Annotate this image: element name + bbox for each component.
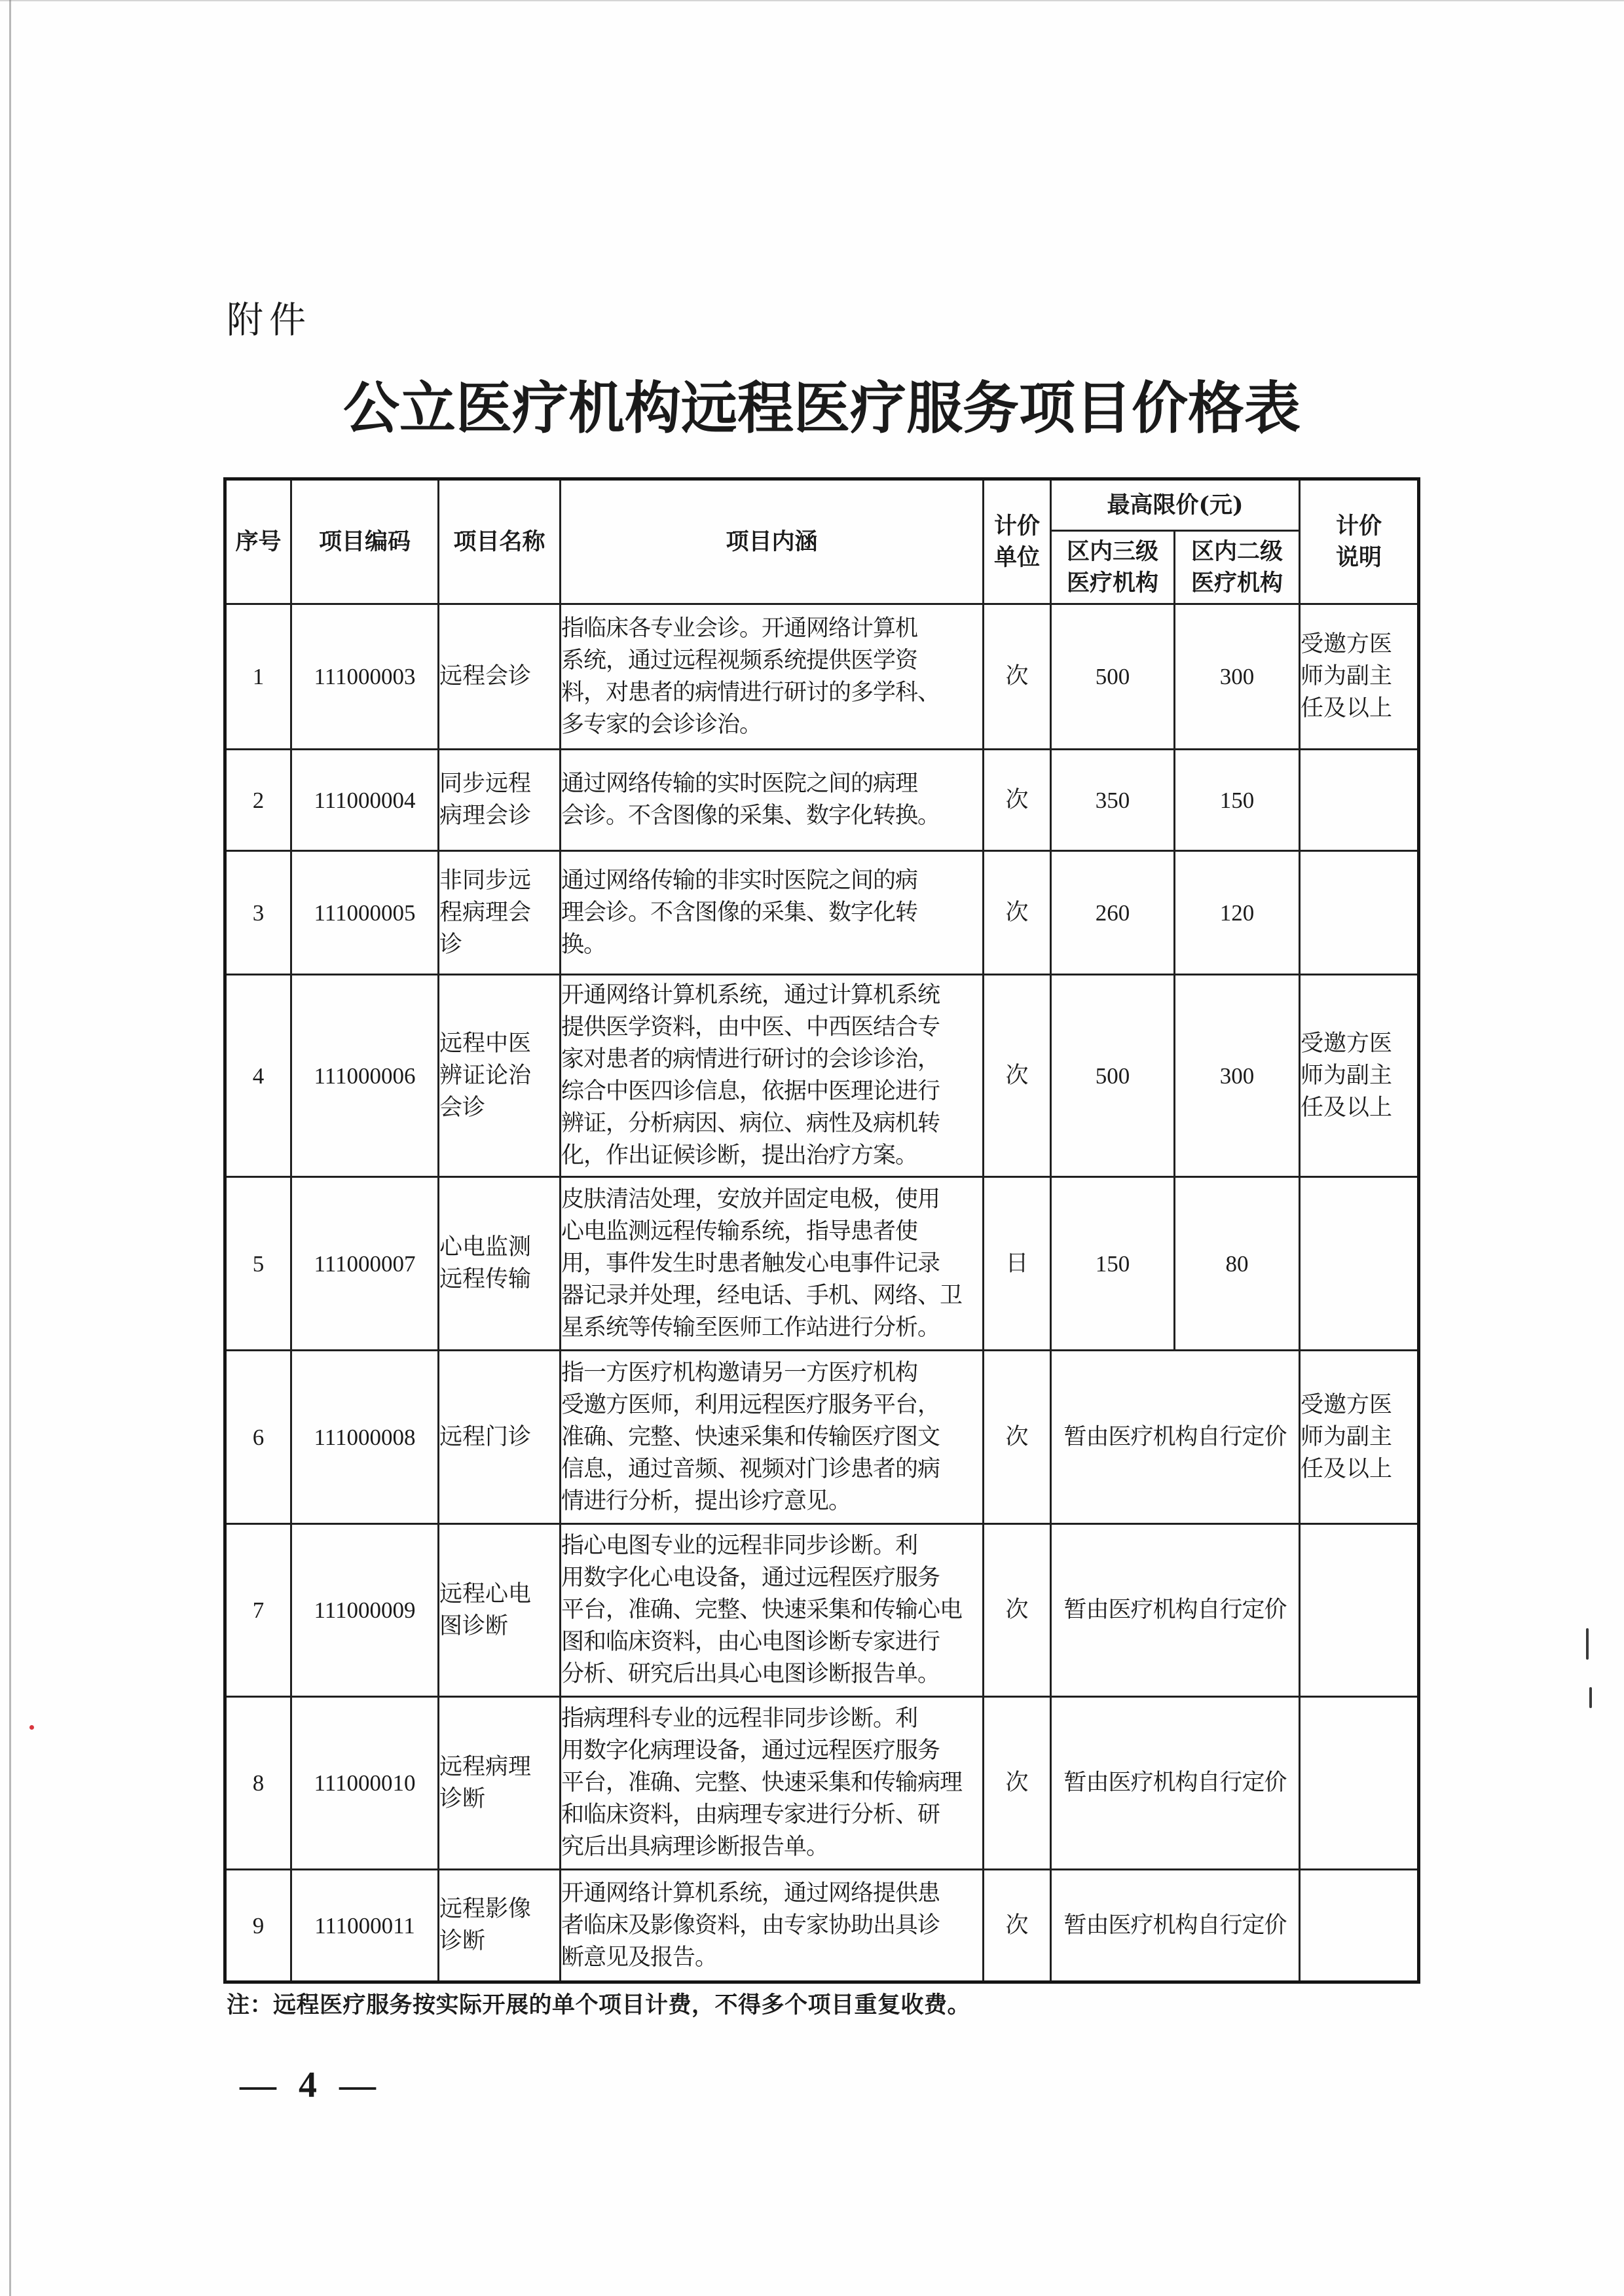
item-content-line: 指心电图专业的远程非同步诊断。利 <box>561 1533 918 1559</box>
item-content-cell <box>561 851 984 975</box>
header-level3 <box>1051 531 1175 604</box>
pricing-unit-cell: 日 <box>984 1177 1051 1351</box>
item-name-line: 远程中医 <box>439 1030 532 1057</box>
attachment-label: 附件 <box>227 299 312 342</box>
price-level2-cell: 80 <box>1175 1177 1300 1351</box>
item-content-line: 用，事件发生时患者触发心电事件记录 <box>561 1250 940 1277</box>
item-name-cell <box>439 1870 561 1982</box>
item-name-line: 图诊断 <box>439 1613 509 1639</box>
seq-cell: 7 <box>225 1524 291 1697</box>
pricing-unit-cell: 次 <box>984 1351 1051 1524</box>
item-code-cell: 111000007 <box>291 1177 439 1351</box>
item-code-cell: 111000010 <box>291 1697 439 1870</box>
item-name-line: 远程心电 <box>439 1580 532 1607</box>
header-note-line: 说明 <box>1335 543 1382 571</box>
table-header-row <box>225 479 1419 531</box>
item-content-line: 心电监测远程传输系统，指导患者使 <box>561 1218 918 1245</box>
seq-cell: 9 <box>225 1870 291 1982</box>
item-name-cell <box>439 1177 561 1351</box>
seq-cell: 1 <box>225 604 291 750</box>
item-name-cell <box>439 1697 561 1870</box>
item-content-line: 情进行分析，提出诊疗意见。 <box>561 1487 851 1514</box>
item-content-line: 指一方医疗机构邀请另一方医疗机构 <box>561 1359 918 1386</box>
pricing-unit-cell: 次 <box>984 1524 1051 1697</box>
item-content-line: 受邀方医师，利用远程医疗服务平台， <box>561 1391 940 1418</box>
pricing-note-cell <box>1300 1870 1419 1982</box>
item-content-line: 会诊。不含图像的采集、数字化转换。 <box>561 803 940 829</box>
pricing-note-line: 师为副主 <box>1301 663 1393 689</box>
pricing-note-line: 受邀方医 <box>1301 1030 1393 1057</box>
item-name-line: 会诊 <box>439 1094 486 1121</box>
price-merged-cell: 暂由医疗机构自行定价 <box>1051 1351 1300 1524</box>
item-code-cell: 111000005 <box>291 851 439 975</box>
item-name-line: 远程门诊 <box>439 1423 532 1450</box>
item-content-line: 换。 <box>561 931 606 958</box>
seq-cell: 6 <box>225 1351 291 1524</box>
header-seq: 序号 <box>225 479 291 604</box>
item-name-line: 远程传输 <box>439 1266 532 1292</box>
item-content-cell <box>561 1870 984 1982</box>
header-code: 项目编码 <box>291 479 439 604</box>
item-content-cell <box>561 1697 984 1870</box>
price-level3-cell: 500 <box>1051 604 1175 750</box>
pricing-unit-cell: 次 <box>984 1870 1051 1982</box>
item-content-line: 开通网络计算机系统，通过网络提供患 <box>561 1880 940 1906</box>
pricing-unit-cell: 次 <box>984 1697 1051 1870</box>
pricing-note-line: 任及以上 <box>1301 1094 1393 1121</box>
item-content-line: 多专家的会诊诊治。 <box>561 711 762 738</box>
table-row <box>225 604 1419 750</box>
pricing-note-line: 师为副主 <box>1301 1423 1393 1450</box>
item-code-cell: 111000008 <box>291 1351 439 1524</box>
price-table <box>223 477 1420 1984</box>
price-merged-cell: 暂由医疗机构自行定价 <box>1051 1524 1300 1697</box>
item-name-line: 非同步远 <box>439 867 532 894</box>
item-name-line: 病理会诊 <box>439 803 532 829</box>
seq-cell: 5 <box>225 1177 291 1351</box>
item-content-line: 通过网络传输的非实时医院之间的病 <box>561 867 918 894</box>
item-name-cell <box>439 1524 561 1697</box>
item-content-line: 提供医学资料，由中医、中西医结合专 <box>561 1014 940 1040</box>
item-content-line: 星系统等传输至医师工作站进行分析。 <box>561 1314 940 1341</box>
header-note-line: 计价 <box>1335 512 1382 539</box>
item-content-line: 信息，通过音频、视频对门诊患者的病 <box>561 1455 940 1482</box>
header-unit-line: 单位 <box>993 543 1040 571</box>
pricing-note-line: 受邀方医 <box>1301 631 1393 657</box>
price-level3-cell: 350 <box>1051 750 1175 851</box>
item-content-line: 平台，准确、完整、快速采集和传输病理 <box>561 1770 963 1796</box>
price-level2-cell: 150 <box>1175 750 1300 851</box>
pricing-unit-cell: 次 <box>984 750 1051 851</box>
item-name-line: 诊断 <box>439 1928 486 1954</box>
item-content-line: 通过网络传输的实时医院之间的病理 <box>561 771 918 797</box>
price-level3-cell: 500 <box>1051 975 1175 1177</box>
header-name: 项目名称 <box>439 479 561 604</box>
header-unit <box>984 479 1051 604</box>
header-level2-line: 区内二级 <box>1190 538 1283 565</box>
pricing-note-cell <box>1300 851 1419 975</box>
price-level3-cell: 260 <box>1051 851 1175 975</box>
table-row <box>225 1177 1419 1351</box>
price-level2-cell: 300 <box>1175 975 1300 1177</box>
pricing-note-cell <box>1300 1177 1419 1351</box>
item-name-cell <box>439 604 561 750</box>
pricing-note-cell <box>1300 975 1419 1177</box>
item-content-line: 器记录并处理，经电话、手机、网络、卫 <box>561 1282 963 1309</box>
table-row <box>225 750 1419 851</box>
item-name-line: 诊 <box>439 931 463 958</box>
pricing-unit-cell: 次 <box>984 975 1051 1177</box>
item-name-cell <box>439 975 561 1177</box>
item-code-cell: 111000004 <box>291 750 439 851</box>
item-content-line: 究后出具病理诊断报告单。 <box>561 1834 829 1860</box>
pricing-note-line: 受邀方医 <box>1301 1391 1393 1418</box>
item-content-line: 系统，通过远程视频系统提供医学资 <box>561 647 918 674</box>
seq-cell: 8 <box>225 1697 291 1870</box>
table-body <box>225 604 1419 1982</box>
price-level3-cell: 150 <box>1051 1177 1175 1351</box>
header-pricing-note <box>1300 479 1419 604</box>
item-content-line: 用数字化心电设备，通过远程医疗服务 <box>561 1565 940 1591</box>
item-name-cell <box>439 750 561 851</box>
scan-mark <box>1589 1687 1592 1708</box>
scan-dot <box>29 1725 34 1730</box>
pricing-note-cell <box>1300 1697 1419 1870</box>
item-code-cell: 111000003 <box>291 604 439 750</box>
item-code-cell: 111000009 <box>291 1524 439 1697</box>
item-content-cell <box>561 750 984 851</box>
header-level3-line: 区内三级 <box>1066 538 1158 565</box>
item-content-cell <box>561 975 984 1177</box>
item-name-line: 程病理会 <box>439 899 532 926</box>
table-row <box>225 1697 1419 1870</box>
seq-cell: 3 <box>225 851 291 975</box>
table-row <box>225 975 1419 1177</box>
item-content-line: 辨证，分析病因、病位、病性及病机转 <box>561 1110 940 1137</box>
pricing-unit-cell: 次 <box>984 851 1051 975</box>
header-level3-line: 医疗机构 <box>1066 569 1158 596</box>
item-code-cell: 111000011 <box>291 1870 439 1982</box>
item-content-line: 图和临床资料，由心电图诊断专家进行 <box>561 1629 940 1655</box>
scan-mark <box>1586 1628 1589 1660</box>
item-name-line: 远程病理 <box>439 1753 532 1780</box>
item-content-cell <box>561 1177 984 1351</box>
header-level2 <box>1175 531 1300 604</box>
item-content-line: 家对患者的病情进行研讨的会诊诊治， <box>561 1046 940 1072</box>
price-merged-cell: 暂由医疗机构自行定价 <box>1051 1697 1300 1870</box>
table-row <box>225 1351 1419 1524</box>
item-content-line: 指临床各专业会诊。开通网络计算机 <box>561 615 918 642</box>
item-content-line: 准确、完整、快速采集和传输医疗图文 <box>561 1423 940 1450</box>
pricing-unit-cell: 次 <box>984 604 1051 750</box>
pricing-note-line: 任及以上 <box>1301 1455 1393 1482</box>
seq-cell: 2 <box>225 750 291 851</box>
pricing-note-cell <box>1300 750 1419 851</box>
price-merged-cell: 暂由医疗机构自行定价 <box>1051 1870 1300 1982</box>
item-name-line: 同步远程 <box>439 771 532 797</box>
item-content-line: 综合中医四诊信息，依据中医理论进行 <box>561 1078 940 1104</box>
document-title: 公立医疗机构远程医疗服务项目价格表 <box>343 375 1301 441</box>
item-content-cell <box>561 1351 984 1524</box>
pricing-note-cell <box>1300 1351 1419 1524</box>
item-content-line: 平台，准确、完整、快速采集和传输心电 <box>561 1597 963 1623</box>
item-content-line: 用数字化病理设备，通过远程医疗服务 <box>561 1738 940 1764</box>
pricing-note-cell <box>1300 1524 1419 1697</box>
item-content-line: 者临床及影像资料，由专家协助出具诊 <box>561 1912 940 1939</box>
item-content-line: 和临床资料，由病理专家进行分析、研 <box>561 1802 940 1828</box>
item-name-line: 诊断 <box>439 1785 486 1812</box>
item-content-cell <box>561 1524 984 1697</box>
item-content-line: 指病理科专业的远程非同步诊断。利 <box>561 1705 918 1732</box>
scan-edge-top-line <box>0 0 1624 1</box>
table-row <box>225 851 1419 975</box>
pricing-note-line: 师为副主 <box>1301 1062 1393 1089</box>
item-content-line: 化，作出证候诊断，提出治疗方案。 <box>561 1142 918 1169</box>
seq-cell: 4 <box>225 975 291 1177</box>
item-content-line: 理会诊。不含图像的采集、数字化转 <box>561 899 918 926</box>
footnote: 注：远程医疗服务按实际开展的单个项目计费，不得多个项目重复收费。 <box>227 1992 971 2018</box>
item-content-line: 料，对患者的病情进行研讨的多学科、 <box>561 679 940 706</box>
item-name-line: 辨证论治 <box>439 1062 532 1089</box>
item-content-line: 开通网络计算机系统，通过计算机系统 <box>561 982 940 1008</box>
item-code-cell: 111000006 <box>291 975 439 1177</box>
price-level2-cell: 120 <box>1175 851 1300 975</box>
item-name-cell <box>439 1351 561 1524</box>
item-name-line: 心电监测 <box>439 1234 532 1260</box>
table-header <box>225 479 1419 604</box>
item-content-line: 皮肤清洁处理，安放并固定电极，使用 <box>561 1186 940 1212</box>
header-max-price: 最高限价(元) <box>1051 479 1300 531</box>
item-content-cell <box>561 604 984 750</box>
table-row <box>225 1870 1419 1982</box>
price-level2-cell: 300 <box>1175 604 1300 750</box>
item-name-line: 远程影像 <box>439 1896 532 1922</box>
header-unit-line: 计价 <box>993 512 1040 539</box>
item-name-line: 远程会诊 <box>439 663 532 689</box>
pricing-note-line: 任及以上 <box>1301 695 1393 721</box>
table-row <box>225 1524 1419 1697</box>
item-content-line: 断意见及报告。 <box>561 1944 718 1971</box>
header-level2-line: 医疗机构 <box>1190 569 1283 596</box>
page-number: — 4 — <box>240 2065 382 2105</box>
header-content: 项目内涵 <box>561 479 984 604</box>
item-content-line: 分析、研究后出具心电图诊断报告单。 <box>561 1661 940 1687</box>
pricing-note-cell <box>1300 604 1419 750</box>
item-name-cell <box>439 851 561 975</box>
scan-edge-left-line <box>9 0 11 2296</box>
